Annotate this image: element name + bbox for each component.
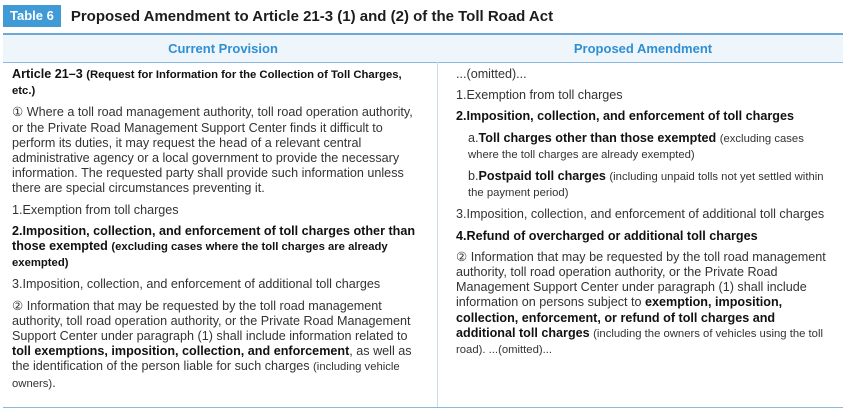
proposed-item-2a bbox=[456, 131, 828, 163]
proposed-item-2b bbox=[456, 169, 828, 201]
proposed-item-4: 4.Refund of overcharged or additional toll charges bbox=[456, 228, 758, 243]
current-para2-text: ② Information that may be requested by the toll road management authority, toll road operation authority, or the Private Road Management Support Center under paragraph (1) shall include information related to bbox=[12, 298, 411, 344]
proposed-omitted: ...(omitted)... bbox=[456, 67, 527, 81]
current-para2-end: . bbox=[52, 375, 56, 390]
current-item-2-text: 2.Imposition, collection, and enforcement of toll charges other than those exempted bbox=[12, 223, 416, 254]
column-header-proposed: Proposed Amendment bbox=[573, 41, 713, 56]
proposed-para2-text: ② Information that may be requested by the toll road management authority, toll road operation authority, or the Private Road Management Support Center under paragraph (1) shall include information on persons subject to bbox=[456, 249, 826, 310]
column-header-current: Current Provision bbox=[168, 41, 278, 56]
current-item-2-note: (excluding cases where the toll charges are already exempted) bbox=[12, 241, 388, 270]
proposed-item-1: 1.Exemption from toll charges bbox=[456, 88, 623, 103]
table-number-badge: Table 6 bbox=[3, 5, 61, 27]
current-para2-note: (including vehicle owners) bbox=[12, 361, 400, 390]
item-2a-text: Toll charges other than those exempted bbox=[478, 130, 717, 145]
item-2a-note: (excluding cases where the toll charges are already exempted) bbox=[468, 132, 804, 161]
table-caption bbox=[3, 5, 553, 27]
column-header-row bbox=[3, 33, 843, 63]
current-item-2 bbox=[12, 224, 422, 272]
table-title: Proposed Amendment to Article 21-3 (1) and (2) of the Toll Road Act bbox=[70, 7, 554, 25]
item-2b-label: b. bbox=[468, 169, 479, 184]
proposed-amendment-column bbox=[456, 67, 828, 364]
proposed-paragraph-2 bbox=[456, 250, 828, 358]
column-divider bbox=[437, 62, 438, 408]
item-2b-text: Postpaid toll charges bbox=[478, 169, 606, 184]
article-number: Article 21–3 bbox=[12, 67, 83, 81]
item-2b-note: (including unpaid tolls not yet settled within the payment period) bbox=[468, 171, 824, 200]
current-provision-column bbox=[12, 67, 422, 398]
current-para2-bold: toll exemptions, imposition, collection, and enforcement bbox=[12, 344, 350, 359]
table-bottom-rule bbox=[3, 407, 843, 408]
article-title: (Request for Information for the Collection of Toll Charges, etc.) bbox=[12, 69, 402, 98]
item-2a-label: a. bbox=[468, 130, 479, 145]
current-item-3: 3.Imposition, collection, and enforcement of additional toll charges bbox=[12, 277, 381, 292]
proposed-item-2: 2.Imposition, collection, and enforcement of toll charges bbox=[456, 109, 794, 124]
proposed-para2-bold: exemption, imposition, collection, enforcement, or refund of toll charges and additional toll charges bbox=[456, 295, 783, 340]
article-heading bbox=[12, 67, 422, 99]
current-item-1: 1.Exemption from toll charges bbox=[12, 202, 179, 217]
current-para2-mid: , as well as the identification of the person liable for such charges bbox=[12, 344, 412, 374]
proposed-item-3: 3.Imposition, collection, and enforcement of additional toll charges bbox=[456, 207, 825, 222]
current-paragraph-1: ① Where a toll road management authority, toll road operation authority, or the Private Road Management Support Center finds it difficult to perform its duties, it may request the head of a relevant central administrative agency or a local government to provide the necessary information. The requested party shall provide such information unless there are special circumstances preventing it. bbox=[12, 105, 413, 196]
current-paragraph-2 bbox=[12, 299, 422, 392]
proposed-para2-note: (including the owners of vehicles using the toll road). ...(omitted)... bbox=[456, 327, 823, 357]
